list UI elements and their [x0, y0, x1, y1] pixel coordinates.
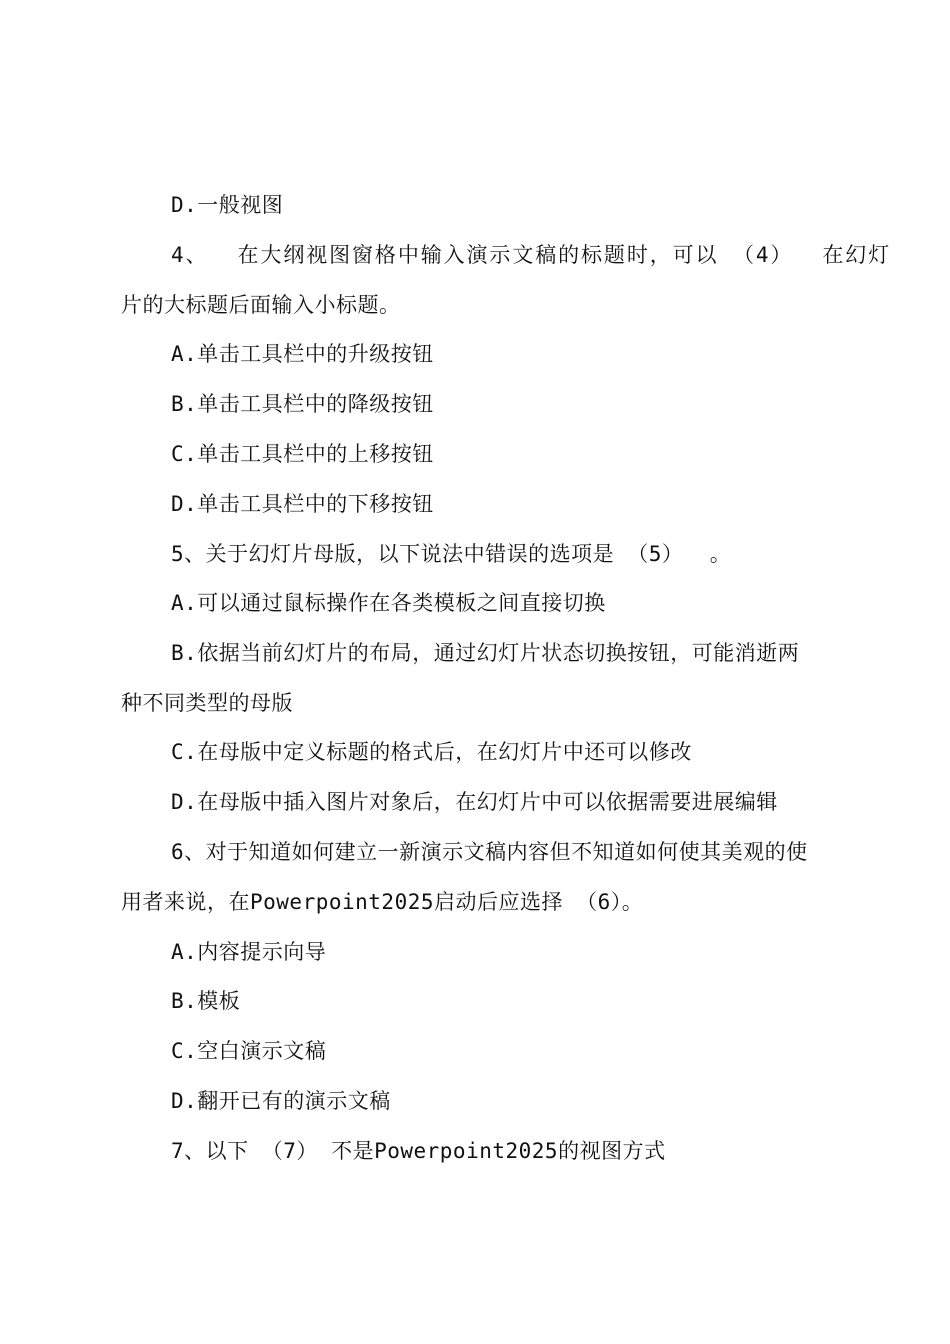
option-4c: C.单击工具栏中的上移按钮 — [171, 442, 434, 466]
option-4b: B.单击工具栏中的降级按钮 — [171, 392, 434, 416]
question-6-text: 6、对于知道如何建立一新演示文稿内容但不知道如何使其美观的使 — [171, 840, 808, 864]
question-7-text: 7、以下 （7） 不是Powerpoint2025的视图方式 — [171, 1139, 666, 1163]
option-5d: D.在母版中插入图片对象后，在幻灯片中可以依据需要进展编辑 — [171, 790, 778, 814]
option-5b-continued: 种不同类型的母版 — [121, 691, 293, 715]
question-4-text: 4、 在大纲视图窗格中输入演示文稿的标题时，可以 （4） 在幻灯 — [171, 243, 892, 267]
option-5a: A.可以通过鼠标操作在各类模板之间直接切换 — [171, 591, 606, 615]
question-4-text-continued: 片的大标题后面输入小标题。 — [121, 293, 401, 317]
option-5b: B.依据当前幻灯片的布局，通过幻灯片状态切换按钮，可能消逝两 — [171, 641, 800, 665]
option-4d: D.单击工具栏中的下移按钮 — [171, 492, 434, 516]
option-6d: D.翻开已有的演示文稿 — [171, 1089, 391, 1113]
option-3d-general-view: D.一般视图 — [171, 193, 284, 217]
question-5-text: 5、关于幻灯片母版，以下说法中错误的选项是 （5） 。 — [171, 542, 732, 566]
option-6a: A.内容提示向导 — [171, 940, 327, 964]
question-6-text-continued: 用者来说，在Powerpoint2025启动后应选择 （6）。 — [121, 890, 644, 914]
option-4a: A.单击工具栏中的升级按钮 — [171, 342, 434, 366]
option-6b: B.模板 — [171, 989, 241, 1013]
option-5c: C.在母版中定义标题的格式后，在幻灯片中还可以修改 — [171, 740, 692, 764]
option-6c: C.空白演示文稿 — [171, 1039, 327, 1063]
